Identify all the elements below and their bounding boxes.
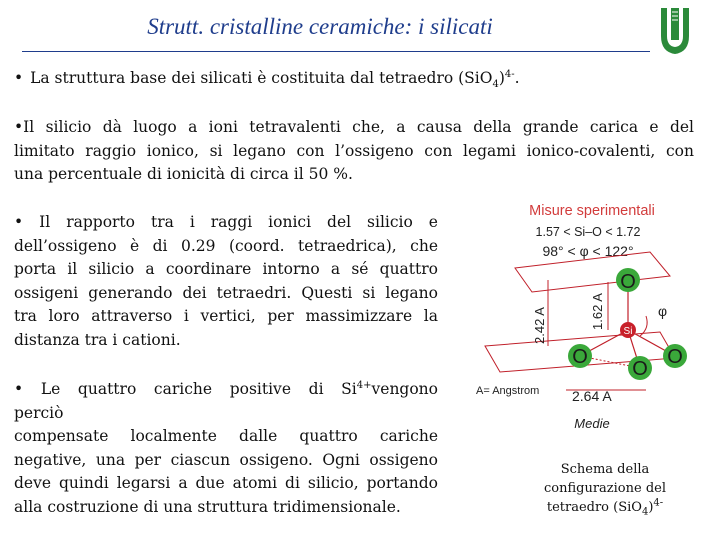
bullet-marker: • [14,213,24,231]
bullet-1-mid: ) [498,69,505,87]
title-divider [22,51,650,52]
bullet-4-line-1: Le quattro cariche positive di Si [40,380,357,398]
bullet-2-line-3: una percentuale di ionicità di circa il 50 %. [14,165,353,183]
caption-sup: 4- [653,497,664,509]
bullet-3-line-3: porta il silicio a coordinare intorno a sé quattro [14,260,438,278]
figure-range-2: 98° < φ < 122° [542,243,634,259]
distance-2-64: 2.64 A [572,388,612,404]
phi-label: φ [658,303,668,319]
distance-2-42: 2.42 A [532,307,547,344]
silicon-label: Si [623,326,633,337]
bullet-2-line-2: limitato raggio ionico, si legano con l’ossigeno con legami ionico-covalenti, con [14,141,694,160]
bullet-4-line-2: perciò [14,403,64,422]
bullet-4-line [14,378,438,402]
caption-line-2: configurazione del [543,481,666,496]
bullet-4 [14,378,438,519]
bullet-3-line-2: dell’ossigeno è di 0.29 (coord. tetraedrica), che [14,236,438,255]
bullet-1-text: La struttura base dei silicati è costituita dal tetraedro (SiO [30,69,493,87]
bullet-2-line-1: Il silicio dà luogo a ioni tetravalenti che, a causa della grande carica e del [23,118,694,136]
bullet-1-sub: 4 [492,79,499,91]
oxygen-label: O [667,346,683,368]
tetrahedron-figure [470,196,710,432]
slide-title: Strutt. cristalline ceramiche: i silicati [147,14,493,39]
medie-label: Medie [574,416,610,431]
bullet-4-line-3: compensate localmente dalle quattro cariche [14,427,438,445]
bullet-3-line-5: tra loro attraverso i vertici, per massimizzare la [14,307,438,325]
oxygen-label: O [632,358,648,380]
oxygen-label: O [572,346,588,368]
caption-line-3 [520,498,690,517]
bullet-marker: • [14,380,24,398]
bullet-4-line-1-post: vengono [371,380,438,398]
distance-1-62: 1.62 A [590,293,605,330]
bullet-2 [14,116,694,187]
bullet-4-line-5: deve quindi legarsi a due atomi di silicio, portando [14,474,438,492]
bullet-4-sup: 4+ [356,379,372,391]
angstrom-note: A= Angstrom [476,385,540,397]
caption-line-3-pre: tetraedro (SiO [546,500,642,515]
bullet-1-sup: 4- [504,68,515,80]
bullet-2-line [14,116,694,140]
caption-line-1: Schema della [560,462,650,477]
university-logo-icon [658,6,692,56]
bullet-4-line-4: negative, una per ciascun ossigeno. Ogni ossigeno [14,450,438,469]
bullet-3 [14,211,438,352]
bullet-marker: • [14,118,24,136]
figure-range-1: 1.57 < Si–O < 1.72 [535,225,641,239]
bullet-3-line-4: ossigeni generando dei tetraedri. Questi si legano [14,283,438,302]
bullet-3-line-1: Il rapporto tra i raggi ionici del silicio e [39,213,438,231]
figure-heading: Misure sperimentali [529,203,655,219]
figure-caption [520,460,690,517]
oxygen-label: O [620,271,636,293]
bullet-1-post: . [514,69,520,87]
bullet-4-line-6: alla costruzione di una struttura tridimensionale. [14,497,401,516]
bullet-1 [14,67,694,91]
caption-mid: ) [648,500,654,515]
bullet-marker: • [14,69,24,87]
bullet-3-line [14,211,438,235]
bullet-3-line-6: distanza tra i cationi. [14,330,181,349]
caption-sub: 4 [641,506,649,518]
